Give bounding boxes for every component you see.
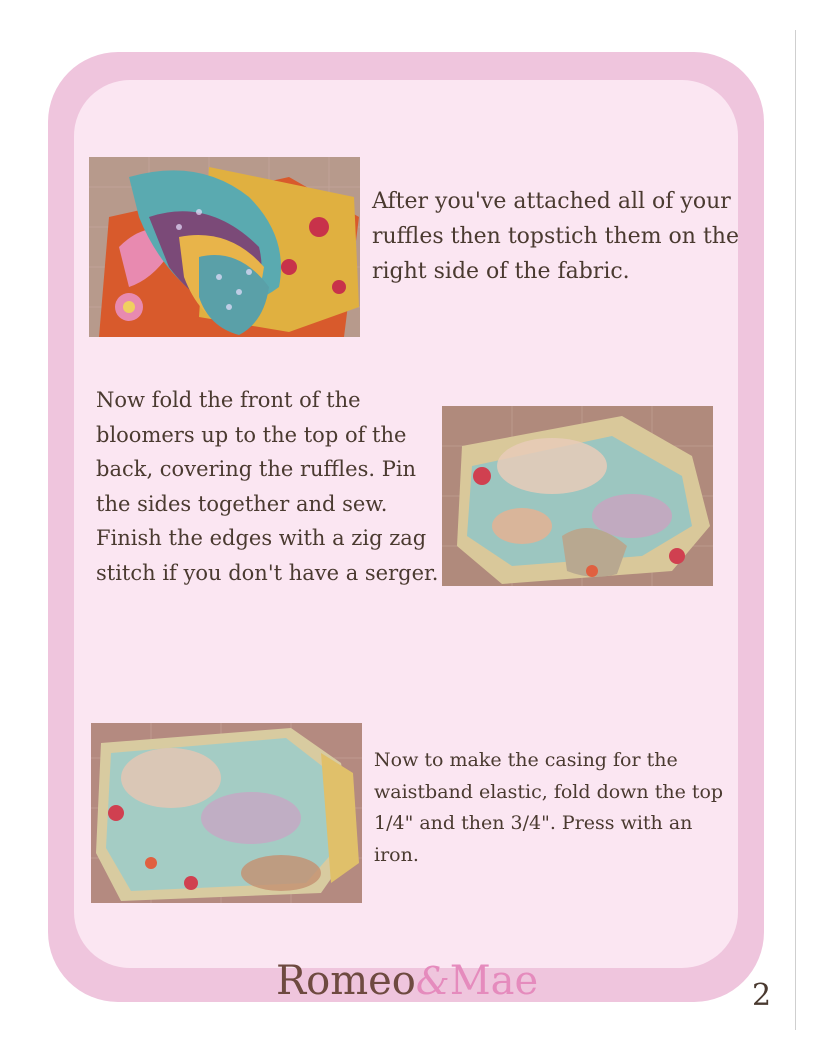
step-3-paragraph: Now to make the casing for the waistband elastic, fold down the top 1/4" and then 3/4". Press with an iron. [374,749,724,866]
logo-ampersand: & [415,959,450,1003]
step-3-text [374,745,739,871]
step-1-text [372,184,742,289]
brand-logo [276,955,538,1007]
step-2-paragraph: Now fold the front of the bloomers up to the top of the back, covering the ruffles. Pin the sides together and sew. Finish the edges with a zig zag stitch if you don't have a serger. [96,388,439,585]
step-1-paragraph: After you've attached all of your ruffles then topstich them on the right side of the fabric. [372,189,739,284]
folded-bloomers-photo [442,406,713,586]
page-edge-rule [795,30,796,1030]
step-2-text [96,383,441,590]
logo-mae: Mae [449,958,539,1004]
ruffles-photo [89,157,360,337]
page-number: 2 [752,978,772,1013]
casing-photo [91,723,362,903]
logo-romeo: Romeo [276,958,416,1004]
